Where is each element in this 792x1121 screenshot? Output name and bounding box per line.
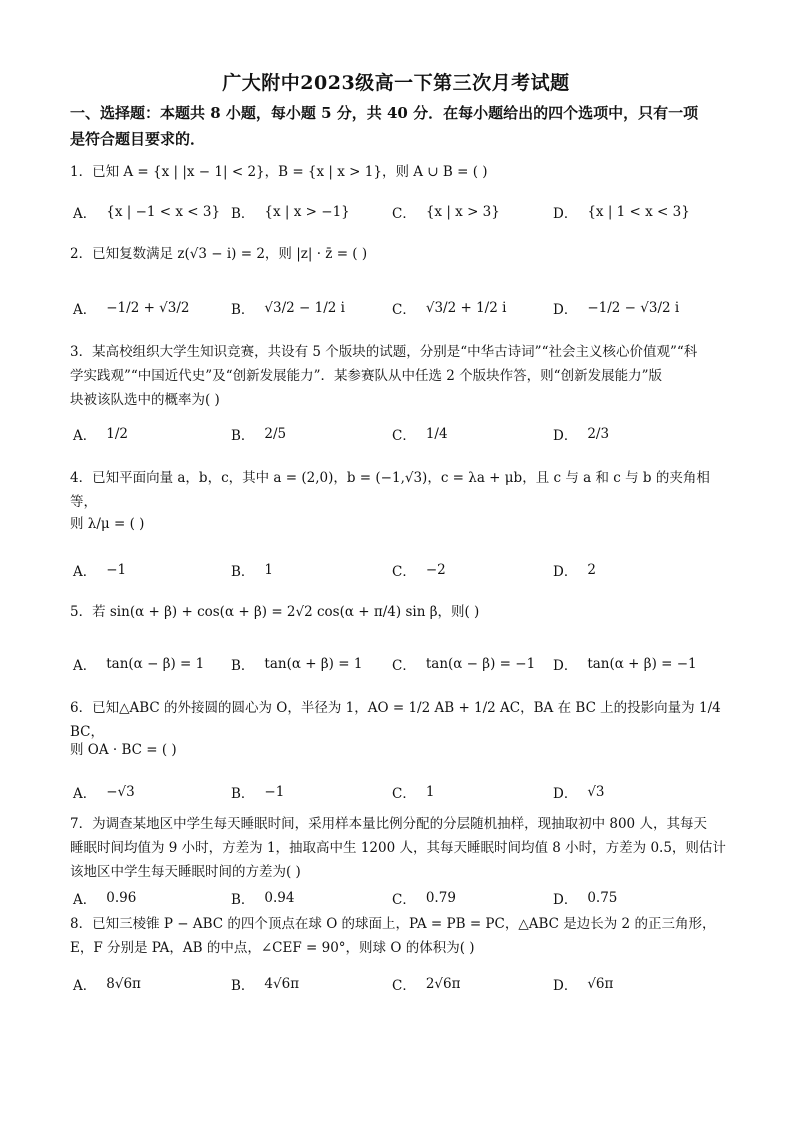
- option-d[interactable]: D． √6π: [553, 976, 614, 994]
- question-4-stem-line2: 则 λ/μ = ( ): [70, 516, 145, 532]
- option-c[interactable]: C． 0.79: [392, 890, 456, 908]
- option-d[interactable]: D． {x | 1 < x < 3}: [553, 204, 690, 222]
- question-4-options: [73, 554, 733, 586]
- option-c[interactable]: C． tan(α − β) = −1: [392, 656, 536, 674]
- question-3-stem: 3．某高校组织大学生知识竞赛，共设有 5 个版块的试题，分别是“中华古诗词”“社会主义核心价值观”“科 学实践观”“中国近代史”及“创新发展能力”．某参赛队从中任选 2 个版块作答，则“创新发展能力”版 块被该队选中的概率为( ): [70, 344, 698, 408]
- option-a[interactable]: A． tan(α − β) = 1: [73, 656, 205, 674]
- question-8-stem: 8．已知三棱锥 P − ABC 的四个顶点在球 O 的球面上，PA = PB = PC，△ABC 是边长为 2 的正三角形， E，F 分别是 PA，AB 的中点，∠CEF = 90°，则球 O 的体积为( ): [70, 916, 716, 956]
- question-6-stem-line2: 则 OA · BC = ( ): [70, 742, 177, 758]
- option-b[interactable]: B． 1: [231, 562, 274, 580]
- option-a[interactable]: A． −1: [73, 562, 127, 580]
- option-a[interactable]: A． 0.96: [73, 890, 137, 908]
- question-3-options: [73, 418, 733, 450]
- option-c[interactable]: C． 1: [392, 784, 435, 802]
- question-8-options: [73, 968, 733, 1000]
- option-b[interactable]: B． tan(α + β) = 1: [231, 656, 363, 674]
- option-c[interactable]: C． √3/2 + 1/2 i: [392, 300, 507, 318]
- option-b[interactable]: B． 0.94: [231, 890, 295, 908]
- option-c[interactable]: C． −2: [392, 562, 446, 580]
- section-heading-line1: 一、选择题：本题共 8 小题，每小题 5 分，共 40 分．在每小题给出的四个选项中，只有一项: [70, 104, 699, 122]
- option-d[interactable]: D． 2/3: [553, 426, 610, 444]
- option-d[interactable]: D． 0.75: [553, 890, 618, 908]
- option-b[interactable]: B． {x | x > −1}: [231, 204, 350, 222]
- option-d[interactable]: D． tan(α + β) = −1: [553, 656, 697, 674]
- option-b[interactable]: B． 2/5: [231, 426, 287, 444]
- section-heading: [70, 100, 730, 152]
- option-d[interactable]: D． 2: [553, 562, 596, 580]
- option-d[interactable]: D． √3: [553, 784, 605, 802]
- question-5-options: [73, 648, 733, 680]
- option-a[interactable]: A． −√3: [73, 784, 135, 802]
- option-a[interactable]: A． 8√6π: [73, 976, 141, 994]
- question-1-stem: 1．已知 A = {x | |x − 1| < 2}，B = {x | x > 1}，则 A ∪ B = ( ): [70, 164, 488, 180]
- option-c[interactable]: C． {x | x > 3}: [392, 204, 500, 222]
- section-heading-line2: 是符合题目要求的．: [70, 130, 206, 148]
- question-4-stem-line1: 4．已知平面向量 a，b，c，其中 a = (2,0)，b = (−1,√3)，c = λa + μb，且 c 与 a 和 c 与 b 的夹角相等，: [70, 470, 710, 510]
- option-d[interactable]: D． −1/2 − √3/2 i: [553, 300, 680, 318]
- question-2-stem: 2．已知复数满足 z(√3 − i) = 2，则 |z| · z̄ = ( ): [70, 246, 368, 262]
- question-2-options: [73, 292, 733, 324]
- question-5-stem: 5．若 sin(α + β) + cos(α + β) = 2√2 cos(α + π/4) sin β，则( ): [70, 604, 480, 620]
- question-7-options: [73, 882, 733, 914]
- option-b[interactable]: B． −1: [231, 784, 285, 802]
- option-c[interactable]: C． 2√6π: [392, 976, 461, 994]
- option-c[interactable]: C． 1/4: [392, 426, 448, 444]
- option-a[interactable]: A． {x | −1 < x < 3}: [73, 204, 221, 222]
- question-6-options: [73, 776, 733, 808]
- option-a[interactable]: A． 1/2: [73, 426, 128, 444]
- option-a[interactable]: A． −1/2 + √3/2: [73, 300, 190, 318]
- question-7-stem: 7．为调查某地区中学生每天睡眠时间，采用样本量比例分配的分层随机抽样，现抽取初中 800 人，其每天 睡眠时间均值为 9 小时，方差为 1，抽取高中生 1200 人，其每天睡眠时间均值 8 小时，方差为 0.5，则估计 该地区中学生每天睡眠时间的方差为( ): [70, 816, 726, 880]
- question-1-options: [73, 196, 733, 228]
- option-b[interactable]: B． √3/2 − 1/2 i: [231, 300, 345, 318]
- question-6-stem-line1: 6．已知△ABC 的外接圆的圆心为 O，半径为 1，AO = 1/2 AB + 1/2 AC，BA 在 BC 上的投影向量为 1/4 BC，: [70, 700, 721, 740]
- exam-title: 广大附中2023级高一下第三次月考试题: [222, 72, 570, 94]
- option-b[interactable]: B． 4√6π: [231, 976, 300, 994]
